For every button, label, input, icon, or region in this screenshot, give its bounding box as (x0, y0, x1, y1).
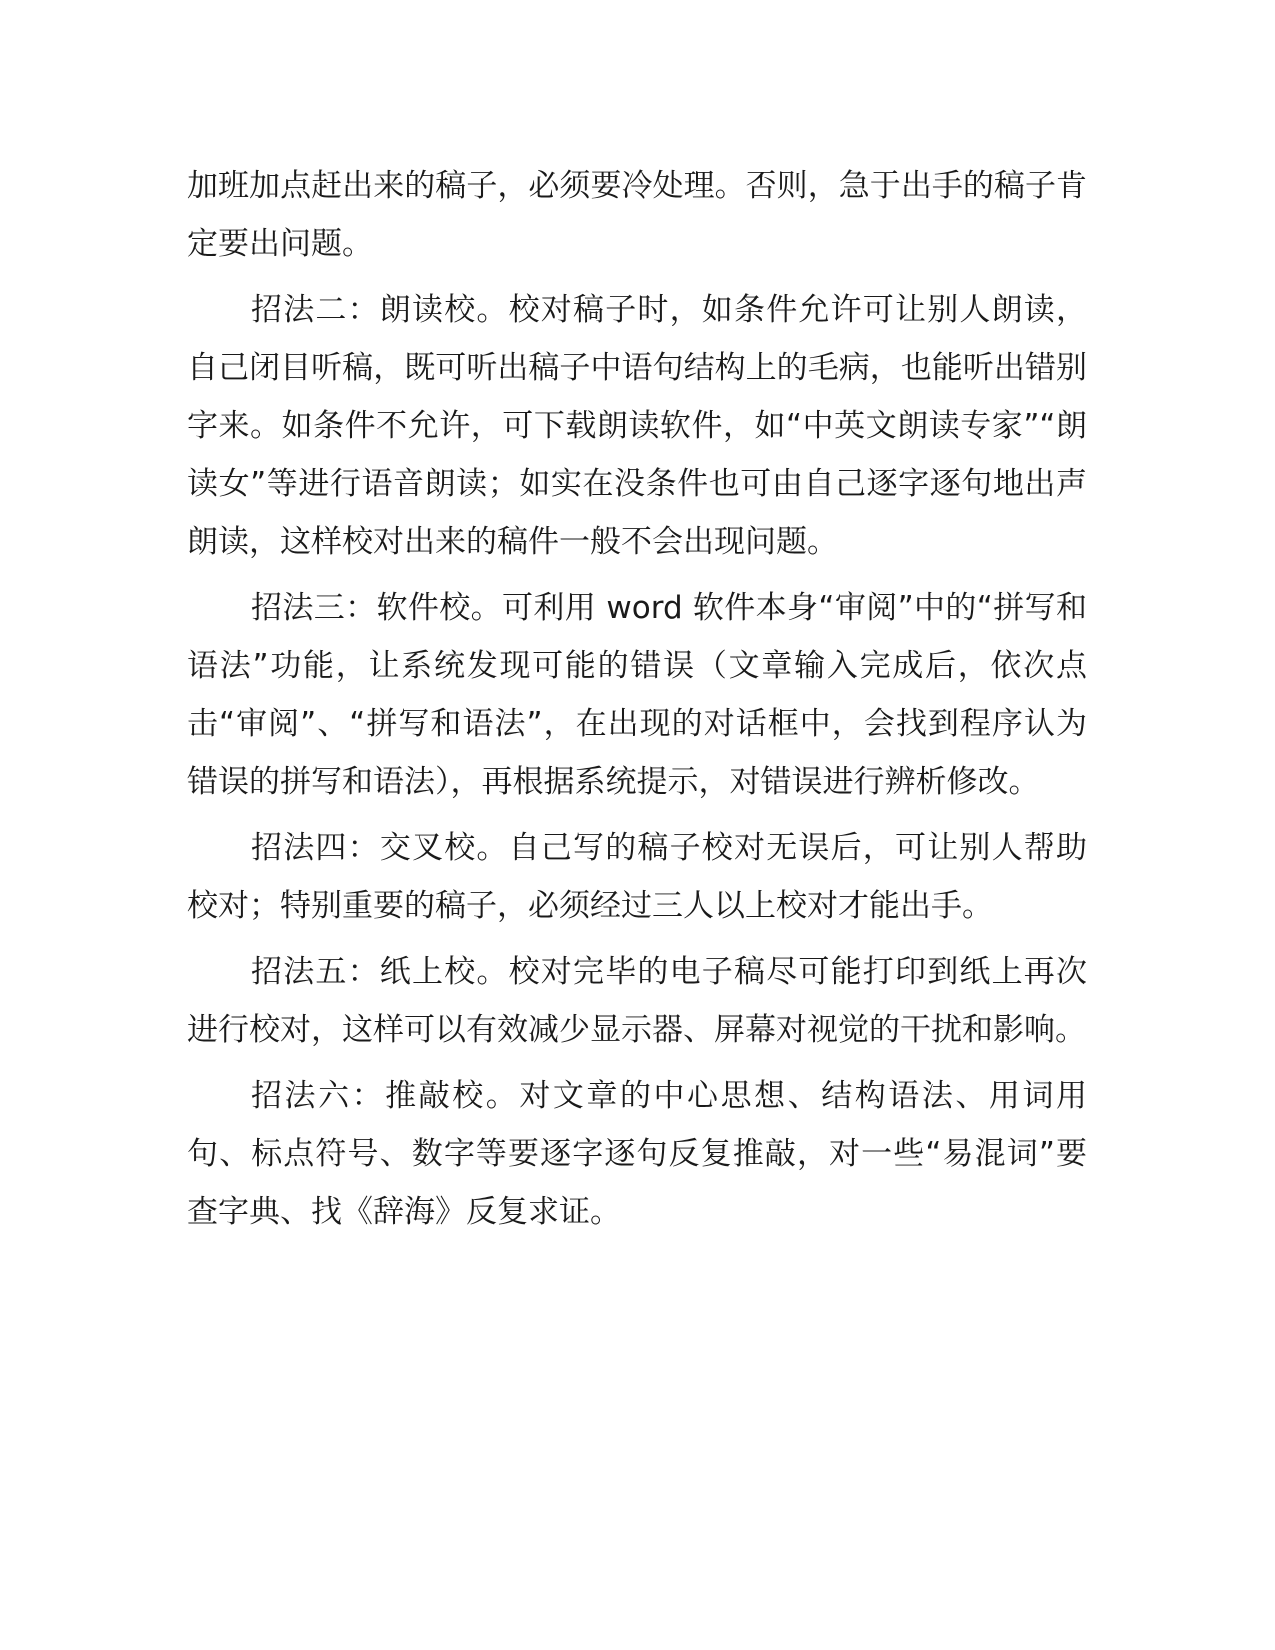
paragraph-method-4: 招法四：交叉校。自己写的稿子校对无误后，可让别人帮助校对；特别重要的稿子，必须经过三人以上校对才能出手。 (187, 830, 1087, 924)
paragraph-method-3: 招法三：软件校。可利用 word 软件本身“审阅”中的“拼写和语法”功能，让系统发现可能的错误（文章输入完成后，依次点击“审阅”、“拼写和语法”，在出现的对话框中，会找到程序认为错误的拼写和语法），再根据系统提示，对错误进行辨析修改。 (187, 590, 1087, 800)
paragraph-method-5: 招法五：纸上校。校对完毕的电子稿尽可能打印到纸上再次进行校对，这样可以有效减少显示器、屏幕对视觉的干扰和影响。 (187, 954, 1087, 1048)
paragraph-continuation: 加班加点赶出来的稿子，必须要冷处理。否则，急于出手的稿子肯定要出问题。 (187, 168, 1087, 262)
document-body (187, 157, 1087, 1249)
paragraph-method-2: 招法二：朗读校。校对稿子时，如条件允许可让别人朗读，自己闭目听稿，既可听出稿子中语句结构上的毛病，也能听出错别字来。如条件不允许，可下载朗读软件，如“中英文朗读专家”“朗读女”等进行语音朗读；如实在没条件也可由自己逐字逐句地出声朗读，这样校对出来的稿件一般不会出现问题。 (187, 292, 1087, 560)
paragraph-method-6: 招法六：推敲校。对文章的中心思想、结构语法、用词用句、标点符号、数字等要逐字逐句反复推敲，对一些“易混词”要查字典、找《辞海》反复求证。 (187, 1078, 1087, 1230)
